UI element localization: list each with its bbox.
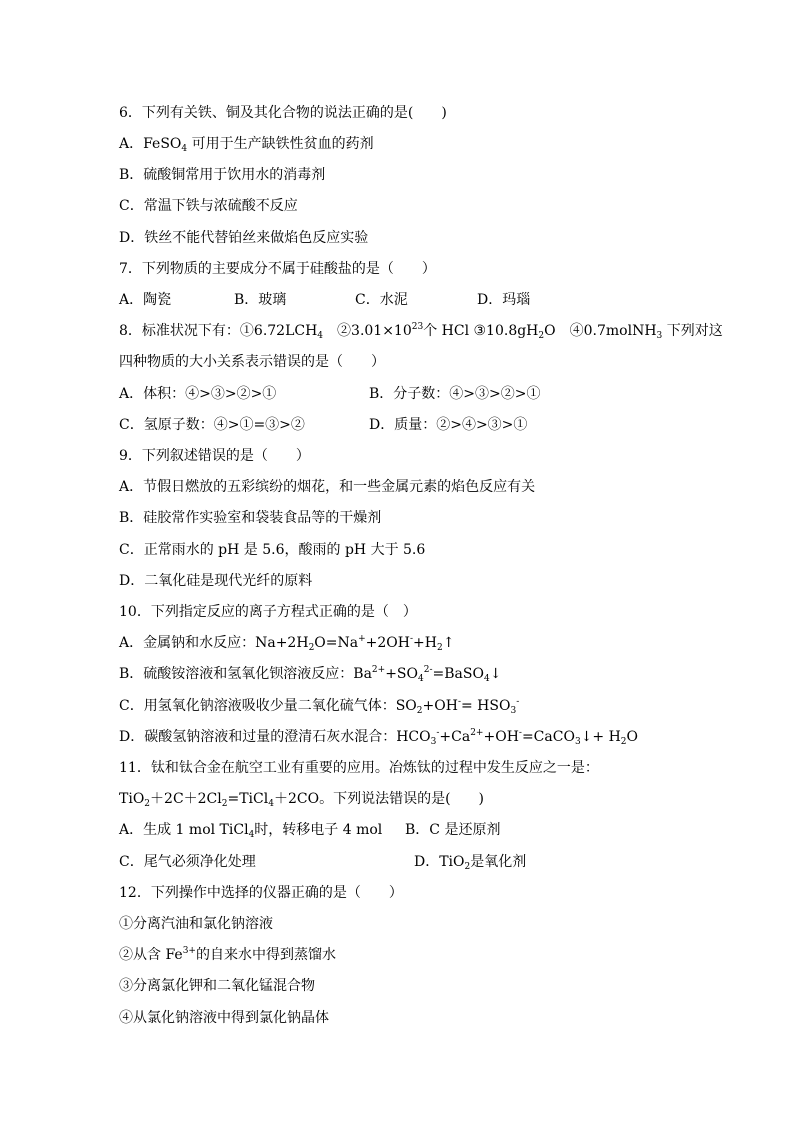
question-6-option-c: C．常温下铁与浓硫酸不反应 [119,198,298,214]
question-9-option-b: B．硅胶常作实验室和袋装食品等的干燥剂 [119,510,382,526]
question-6-option-d: D．铁丝不能代替铂丝来做焰色反应实验 [119,230,369,246]
question-8-option-d: D．质量：②>④>③>① [369,417,528,433]
question-8-option-a: A．体积：④>③>②>① [119,386,277,402]
question-9-option-a: A．节假日燃放的五彩缤纷的烟花，和一些金属元素的焰色反应有关 [119,479,536,495]
question-9-option-d: D．二氧化硅是现代光纤的原料 [119,573,313,589]
question-12-item-1: ①分离汽油和氯化钠溶液 [119,916,273,932]
question-8-stem: 8．标准状况下有：$①6.72LCH_4$ $②3.01\times 10^{23}$个 HCl $③10.8gH_2O$ ④0.7molNH$_3$ 下列对这 [119,322,723,341]
question-8-option-c: C．氢原子数：④>①=③>② [119,417,305,433]
question-10-option-d: D．碳酸氢钠溶液和过量的澄清石灰水混合：$HCO_3^-+Ca^{2+}+OH^-=CaCO_3↓+ H_2O$ [119,728,639,747]
question-12-stem: 12．下列操作中选择的仪器正确的是（ ） [119,885,403,901]
question-6-stem: 6．下列有关铁、铜及其化合物的说法正确的是( ) [119,105,447,121]
question-10-option-c: C．用氢氧化钠溶液吸收少量二氧化硫气体：$SO_2+OH^-= HSO_3^-$ [119,697,520,716]
question-8-options-ab [119,384,719,415]
question-11-option-b: B．C 是还原剂 [405,822,501,838]
question-12-item-2: ②从含 $Fe^{3+}$的自来水中得到蒸馏水 [119,946,336,963]
question-11-option-d: D．TiO$_2$是氧化剂 [414,854,527,872]
question-11-options-cd [119,852,719,883]
question-9-stem: 9．下列叙述错误的是（ ） [119,448,310,464]
question-12-item-4: ④从氯化钠溶液中得到氯化钠晶体 [119,1010,329,1026]
question-6-option-b: B．硫酸铜常用于饮用水的消毒剂 [119,167,326,183]
question-11-options-ab [119,820,719,851]
question-11-equation: $TiO_2+2C+2Cl_2=TiCl_4+2CO$。下列说法错误的是( ) [119,791,484,809]
question-7-options [119,290,719,321]
question-6-option-a: A．FeSO$_4$ 可用于生产缺铁性贫血的药剂 [119,136,374,154]
question-9-option-c: C．正常雨水的 pH 是 5.6，酸雨的 pH 大于 5.6 [119,542,426,558]
question-10-option-b: B．硫酸铵溶液和氢氧化钡溶液反应：$Ba^{2+}+SO_4^{2-}=BaSO_4↓$ [119,665,502,684]
question-11-stem: 11．钛和钛合金在航空工业有重要的应用。冶炼钛的过程中发生反应之一是： [119,760,599,776]
question-8-stem-line2: 四种物质的大小关系表示错误的是（ ） [119,354,385,370]
question-10-option-a: A．金属钠和水反应：$Na+2H_2O=Na^++2OH^-+H_2↑$ [119,634,455,653]
question-10-stem: 10．下列指定反应的离子方程式正确的是（ ） [119,604,417,620]
question-11-option-c: C．尾气必须净化处理 [119,854,256,870]
question-7-stem: 7．下列物质的主要成分不属于硅酸盐的是（ ） [119,261,436,277]
question-7-option-b: B．玻璃 [234,292,287,308]
question-11-option-a: A．生成 1 mol TiCl$_4$时，转移电子 4 mol [119,822,383,840]
question-7-option-a: A．陶瓷 [119,292,172,308]
question-8-options-cd [119,415,719,446]
question-7-option-c: C．水泥 [355,292,408,308]
question-7-option-d: D．玛瑙 [477,292,531,308]
question-12-item-3: ③分离氯化钾和二氧化锰混合物 [119,978,315,994]
question-8-option-b: B．分子数：④>③>②>① [369,386,541,402]
